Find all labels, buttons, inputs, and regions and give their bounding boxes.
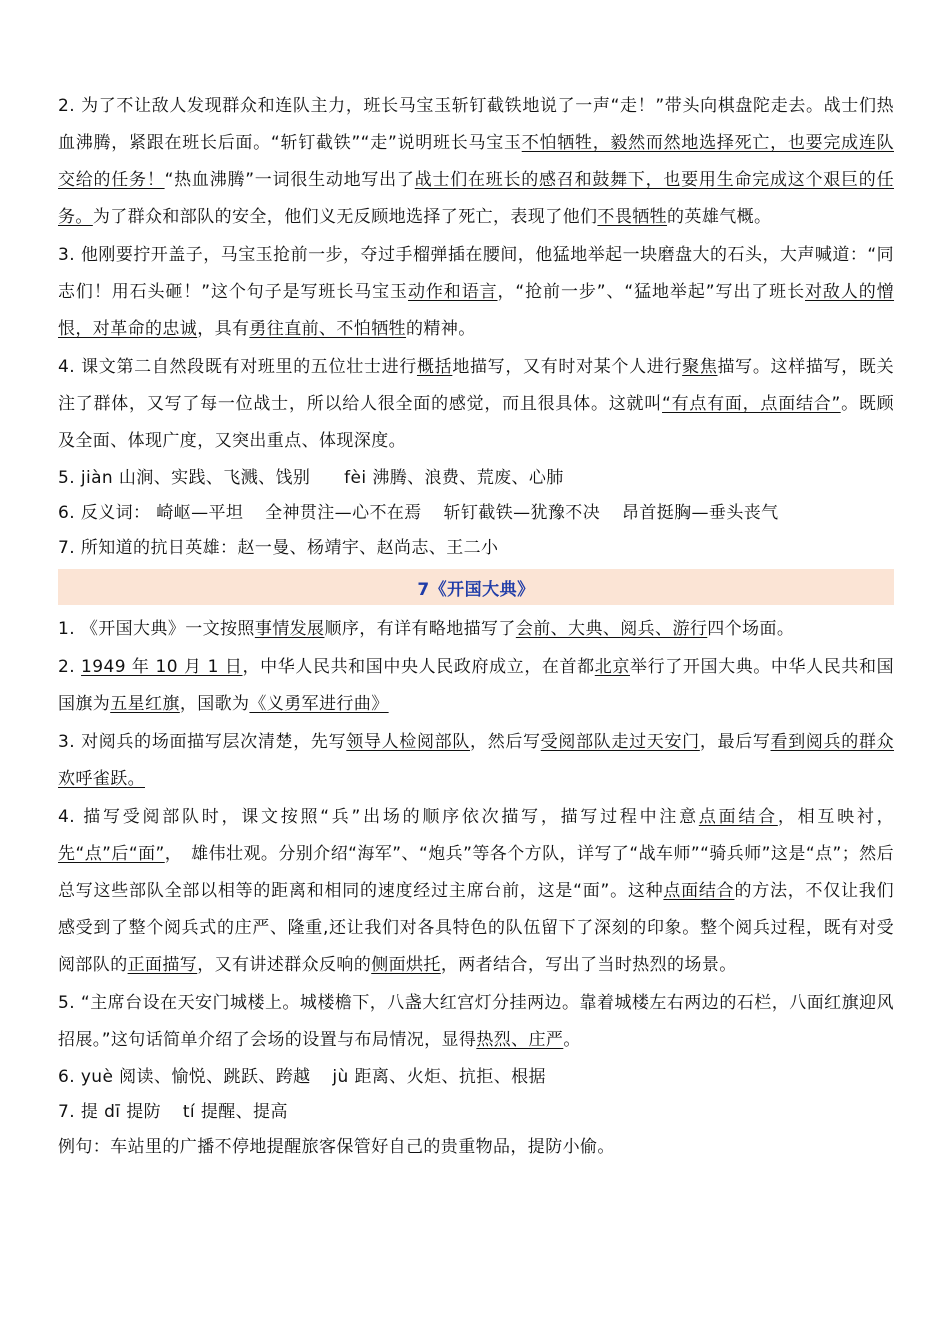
underlined-text: 战士们在班长的感召和鼓舞下，也要用生命完成这个艰巨的任务。 bbox=[58, 170, 894, 227]
prev-item-2 bbox=[58, 88, 894, 236]
pinyin-fei: fèi bbox=[344, 468, 367, 488]
underlined-text: 看到阅兵的群众欢呼雀跃。 bbox=[58, 732, 895, 789]
underlined-text: 概括 bbox=[416, 357, 453, 377]
example-sentence: 例句：车站里的广播不停地提醒旅客保管好自己的贵重物品，提防小偷。 bbox=[58, 1137, 615, 1157]
paragraph-text: 。既顾及全面、体现广度，又突出重点、体现深度。 bbox=[58, 394, 894, 451]
paragraph-text: ，最后写 bbox=[699, 732, 771, 752]
words-fei: 沸腾、浪费、荒废、心肺 bbox=[372, 468, 564, 488]
paragraph-text: ， 雄伟壮观。分别介绍“海军”、“炮兵”等各个方队，详写了“战车师”“骑兵师”这是“点”；然后总写这些部队全部以相等的距离和相同的速度经过主席台前，这是“面”。这种 bbox=[58, 844, 894, 901]
paragraph-text: 的方法，不仅让我们感受到了整个阅兵式的庄严、隆重,还让我们对各具特色的队伍留下了深刻的印象。整个阅兵过程，既有对受阅部队的 bbox=[58, 881, 894, 975]
pinyin-di: dī bbox=[104, 1102, 121, 1122]
paragraph-text: 为了群众和部队的安全，他们义无反顾地选择了死亡，表现了他们 bbox=[92, 207, 598, 227]
paragraph-text: ，中华人民共和国中央人民政府成立，在首都 bbox=[242, 657, 595, 677]
underlined-text: 点面结合 bbox=[663, 881, 735, 901]
antonym-pair: 全神贯注—心不在焉 bbox=[265, 503, 422, 523]
heroes-text: 所知道的抗日英雄：赵一曼、杨靖宇、赵尚志、王二小 bbox=[80, 538, 499, 558]
underlined-text: 领导人检阅部队 bbox=[346, 732, 471, 752]
pinyin-ti: tí bbox=[182, 1102, 196, 1122]
antonym-label: 反义词： bbox=[80, 503, 151, 523]
item-number: 1. bbox=[58, 619, 81, 639]
words-ti: 提醒、提高 bbox=[200, 1102, 288, 1122]
item-number: 3. bbox=[58, 245, 81, 265]
main-item-1 bbox=[58, 611, 894, 648]
paragraph-text: 《开国大典》一文按照 bbox=[80, 619, 255, 639]
underlined-text: 对敌人的憎恨，对革命的忠诚 bbox=[58, 282, 895, 339]
main-item-6: 6. yuè 阅读、愉悦、跳跃、跨越 jù 距离、火炬、抗拒、根据 bbox=[58, 1067, 546, 1087]
prev-item-7: 7. 所知道的抗日英雄：赵一曼、杨靖宇、赵尚志、王二小 bbox=[58, 538, 499, 558]
paragraph-text: 。 bbox=[563, 1030, 581, 1050]
paragraph-text: 的英雄气概。 bbox=[667, 207, 772, 227]
main-section bbox=[58, 611, 894, 1164]
paragraph-text: 的精神。 bbox=[406, 319, 476, 339]
underlined-text: “有点有面，点面结合” bbox=[662, 394, 841, 414]
paragraph-text: 描写受阅部队时，课文按照“兵”出场的顺序依次描写，描写过程中注意 bbox=[83, 807, 699, 827]
underlined-text: 事情发展 bbox=[254, 619, 325, 639]
paragraph-text: 顺序，有详有略地描写了 bbox=[324, 619, 516, 639]
underlined-text: 不畏牺牲 bbox=[597, 207, 668, 227]
underlined-text: 不怕牺牲，毅然而然地选择死亡，也要完成连队交给的任务！ bbox=[58, 133, 894, 190]
main-item-3 bbox=[58, 724, 894, 798]
section-title: 7《开国大典》 bbox=[417, 579, 535, 600]
underlined-text: 点面结合 bbox=[698, 807, 778, 827]
pinyin-jian: jiàn bbox=[80, 468, 114, 488]
underlined-text: 《义勇军进行曲》 bbox=[249, 694, 389, 714]
underlined-text: 受阅部队走过天安门 bbox=[540, 732, 700, 752]
words-jian: 山涧、实践、飞溅、饯别 bbox=[118, 468, 311, 488]
main-item-2 bbox=[58, 649, 894, 723]
prev-item-3 bbox=[58, 237, 894, 348]
underlined-text: 正面描写 bbox=[127, 955, 198, 975]
prev-section bbox=[58, 88, 894, 565]
paragraph-text: 四个场面。 bbox=[707, 619, 795, 639]
paragraph-text: ，相互映衬， bbox=[777, 807, 894, 827]
words-di: 提防 bbox=[126, 1102, 162, 1122]
paragraph-text: 他刚要拧开盖子，马宝玉抢前一步，夺过手榴弹插在腰间，他猛地举起一块磨盘大的石头，大声喊道：“同志们！用石头砸！”这个句子是写班长马宝玉 bbox=[58, 245, 894, 302]
paragraph-text: 地描写，又有时对某个人进行 bbox=[452, 357, 683, 377]
prev-item-6: 6. 反义词： 崎岖—平坦 全神贯注—心不在焉 斩钉截铁—犹豫不决 昂首挺胸—垂头丧气 bbox=[58, 503, 779, 523]
pinyin-yue: yuè bbox=[80, 1067, 114, 1087]
paragraph-text: ，又有讲述群众反响的 bbox=[197, 955, 372, 975]
paragraph-text: ，两者结合，写出了当时热烈的场景。 bbox=[440, 955, 737, 975]
paragraph-text: “热血沸腾”一词很生动地写出了 bbox=[164, 170, 415, 190]
item-number: 2. bbox=[58, 96, 82, 116]
paragraph-text: 描写。这样描写，既关注了群体，又写了每一位战士，所以给人很全面的感觉，而且很具体。这就叫 bbox=[58, 357, 894, 414]
main-item-4 bbox=[58, 799, 894, 984]
underlined-text: 先“点”后“面” bbox=[58, 844, 165, 864]
underlined-text: 动作和语言 bbox=[407, 282, 498, 302]
pinyin-ju: jù bbox=[332, 1067, 349, 1087]
antonym-pair: 崎岖—平坦 bbox=[156, 503, 244, 523]
underlined-text: 1949 年 10 月 1 日 bbox=[81, 657, 243, 677]
main-item-7: 7. 提 dī 提防 tí 提醒、提高 bbox=[58, 1102, 288, 1122]
item-number: 2. bbox=[58, 657, 82, 677]
antonym-pair: 昂首挺胸—垂头丧气 bbox=[621, 503, 779, 523]
main-item-5 bbox=[58, 985, 894, 1059]
item-number: 4. bbox=[58, 357, 82, 377]
item-number: 5. bbox=[58, 993, 81, 1013]
prev-item-5: 5. jiàn 山涧、实践、飞溅、饯别 fèi 沸腾、浪费、荒废、心肺 bbox=[58, 468, 564, 488]
underlined-text: 五星红旗 bbox=[110, 694, 180, 714]
underlined-text: 勇往直前、不怕牺牲 bbox=[249, 319, 407, 339]
underlined-text: 聚焦 bbox=[682, 357, 718, 377]
paragraph-text: ，然后写 bbox=[470, 732, 541, 752]
item-number: 3. bbox=[58, 732, 82, 752]
paragraph-text: ，国歌为 bbox=[179, 694, 250, 714]
words-yue: 阅读、愉悦、跳跃、跨越 bbox=[119, 1067, 311, 1087]
paragraph-text: ，“抢前一步”、“猛地举起”写出了班长 bbox=[497, 282, 805, 302]
paragraph-text: ，具有 bbox=[197, 319, 250, 339]
words-ju: 距离、火炬、抗拒、根据 bbox=[354, 1067, 546, 1087]
paragraph-text: 对阅兵的场面描写层次清楚，先写 bbox=[81, 732, 347, 752]
paragraph-text: 为了不让敌人发现群众和连队主力，班长马宝玉斩钉截铁地说了一声“走！”带头向棋盘陀走去。战士们热血沸腾，紧跟在班长后面。“斩钉截铁”“走”说明班长马宝玉 bbox=[58, 96, 894, 153]
polyphone-char: 提 bbox=[80, 1102, 99, 1122]
underlined-text: 会前、大典、阅兵、游行 bbox=[515, 619, 708, 639]
paragraph-text: “主席台设在天安门城楼上。城楼檐下，八盏大红宫灯分挂两边。靠着城楼左右两边的石栏，八面红旗迎风招展。”这句话简单介绍了会场的设置与布局情况，显得 bbox=[58, 993, 894, 1050]
underlined-text: 侧面烘托 bbox=[371, 955, 441, 975]
item-number: 4. bbox=[58, 807, 84, 827]
section-title-banner bbox=[58, 569, 894, 605]
paragraph-text: 举行了开国大典。中华人民共和国国旗为 bbox=[58, 657, 895, 714]
prev-item-4 bbox=[58, 349, 894, 460]
paragraph-text: 课文第二自然段既有对班里的五位壮士进行 bbox=[81, 357, 417, 377]
document-page bbox=[58, 88, 894, 1165]
antonym-pair: 斩钉截铁—犹豫不决 bbox=[443, 503, 601, 523]
underlined-text: 北京 bbox=[594, 657, 631, 677]
underlined-text: 热烈、庄严 bbox=[476, 1030, 564, 1050]
